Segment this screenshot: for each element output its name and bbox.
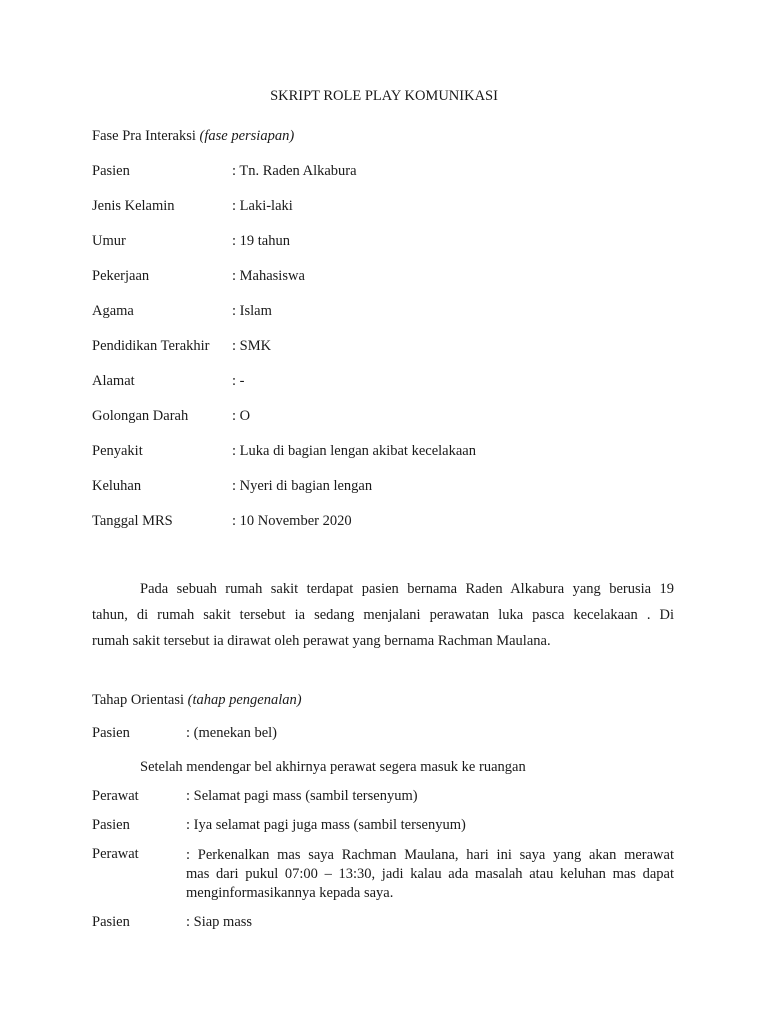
dialogue-line: : Iya selamat pagi juga mass (sambil tersenyum): [186, 817, 466, 833]
info-value-alamat: : -: [232, 373, 245, 389]
info-label-pekerjaan: Pekerjaan: [92, 268, 150, 284]
info-value-penyakit: : Luka di bagian lengan akibat kecelakaan: [232, 443, 476, 459]
intro-paragraph-line: tahun, di rumah sakit tersebut ia sedang menjalani perawatan luka pasca kecelakaan . Di: [92, 607, 674, 623]
dialogue-narration: Setelah mendengar bel akhirnya perawat segera masuk ke ruangan: [140, 759, 526, 775]
info-label-pasien: Pasien: [92, 163, 130, 179]
dialogue-speaker: Perawat: [92, 846, 139, 862]
dialogue-line-block: [186, 846, 674, 903]
phase-pra-interaksi-heading: [92, 128, 294, 145]
phase-heading-text: Tahap Orientasi: [92, 692, 184, 708]
info-value-golongan-darah: : O: [232, 408, 251, 424]
info-value-agama: : Islam: [232, 303, 272, 319]
dialogue-line: menginformasikannya kepada saya.: [186, 885, 394, 901]
dialogue-speaker: Pasien: [92, 914, 130, 930]
info-label-golongan-darah: Golongan Darah: [92, 408, 189, 424]
dialogue-line: mas dari pukul 07:00 – 13:30, jadi kalau ada masalah atau keluhan mas dapat: [186, 866, 674, 882]
intro-paragraph: [92, 576, 674, 654]
info-label-umur: Umur: [92, 233, 126, 249]
dialogue-line: : Perkenalkan mas saya Rachman Maulana, hari ini saya yang akan merawat: [186, 847, 674, 863]
dialogue-speaker: Pasien: [92, 725, 130, 741]
dialogue-line: : Siap mass: [186, 914, 253, 930]
intro-paragraph-line: rumah sakit tersebut ia dirawat oleh perawat yang bernama Rachman Maulana.: [92, 633, 551, 649]
info-value-jenis-kelamin: : Laki-laki: [232, 198, 293, 214]
info-label-tanggal-mrs: Tanggal MRS: [92, 513, 173, 529]
info-value-pasien: : Tn. Raden Alkabura: [232, 163, 357, 179]
info-label-alamat: Alamat: [92, 373, 135, 389]
info-value-pekerjaan: : Mahasiswa: [232, 268, 305, 284]
info-label-agama: Agama: [92, 303, 134, 319]
info-value-keluhan: : Nyeri di bagian lengan: [232, 478, 373, 494]
dialogue-speaker: Perawat: [92, 788, 139, 804]
phase-heading-note: (tahap pengenalan): [187, 692, 302, 708]
info-label-pendidikan: Pendidikan Terakhir: [92, 338, 210, 354]
dialogue-line: : (menekan bel): [186, 725, 277, 741]
intro-paragraph-line: Pada sebuah rumah sakit terdapat pasien bernama Raden Alkabura yang berusia 19: [140, 581, 674, 597]
phase-orientasi-heading: [92, 692, 302, 709]
document-title: SKRIPT ROLE PLAY KOMUNIKASI: [270, 88, 498, 104]
phase-heading-text: Fase Pra Interaksi: [92, 128, 196, 144]
dialogue-line: : Selamat pagi mass (sambil tersenyum): [186, 788, 418, 804]
dialogue-speaker: Pasien: [92, 817, 130, 833]
info-label-jenis-kelamin: Jenis Kelamin: [92, 198, 175, 214]
info-value-tanggal-mrs: : 10 November 2020: [232, 513, 352, 529]
info-value-pendidikan: : SMK: [232, 338, 272, 354]
info-label-penyakit: Penyakit: [92, 443, 143, 459]
info-value-umur: : 19 tahun: [232, 233, 290, 249]
info-label-keluhan: Keluhan: [92, 478, 142, 494]
phase-heading-note: (fase persiapan): [199, 128, 295, 144]
